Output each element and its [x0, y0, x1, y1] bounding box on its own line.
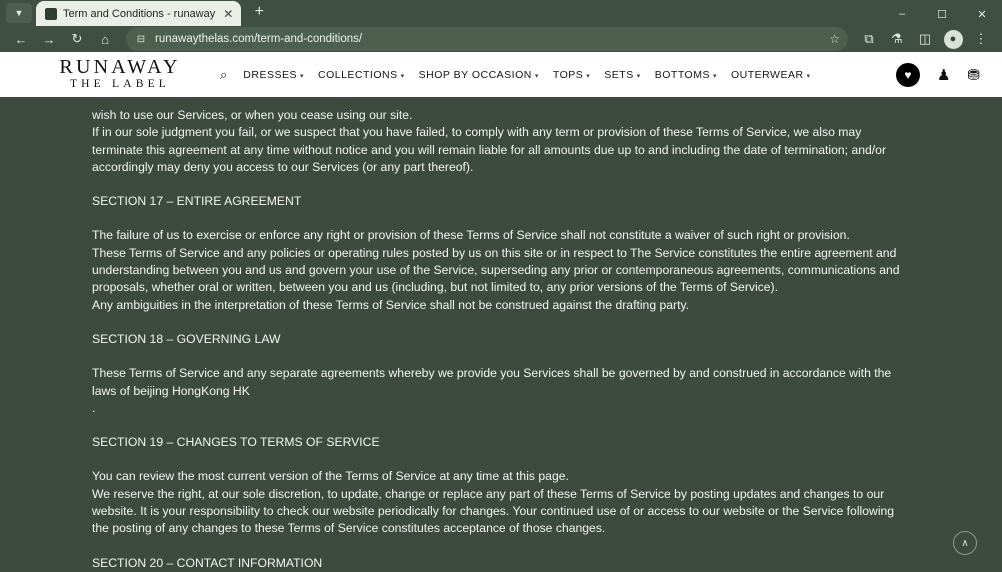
scroll-to-top-button[interactable]: ∧	[953, 531, 977, 555]
nav-label: OUTERWEAR	[730, 68, 804, 81]
nav-item-outerwear[interactable]	[731, 69, 811, 81]
home-icon[interactable]: ⌂	[101, 31, 109, 47]
nav-label: SETS	[604, 68, 634, 81]
section-heading-20: SECTION 20 – CONTACT INFORMATION	[92, 555, 323, 570]
nav-item-sets[interactable]	[604, 69, 640, 81]
paragraph: We reserve the right, at our sole discretion, to update, change or replace any part of these Terms of Service by posting updates and changes to our website. It is your responsibility to check our website periodically for changes. Your continued use of or access to our website or the Service following the posting of any changes to these Terms of Service constitutes acceptance of those changes.	[92, 486, 895, 536]
maximize-button[interactable]: ☐	[937, 8, 947, 21]
nav-label: BOTTOMS	[654, 68, 710, 81]
paragraph: You can review the most current version of the Terms of Service at any time at this page.	[92, 469, 569, 484]
site-info-icon[interactable]: ⊟	[136, 33, 146, 45]
cart-icon[interactable]: ⛃	[967, 66, 980, 84]
tab-favicon-icon	[45, 8, 57, 20]
address-bar[interactable]	[126, 27, 848, 51]
tab-title: Term and Conditions - runaway	[63, 7, 216, 20]
profile-avatar[interactable]	[940, 26, 966, 52]
nav-label: COLLECTIONS	[317, 68, 398, 81]
reload-icon[interactable]: ↻	[71, 31, 83, 46]
wishlist-icon[interactable]: ♥	[896, 63, 920, 87]
nav-item-bottoms[interactable]	[655, 69, 717, 81]
paragraph: These Terms of Service and any policies or operating rules posted by us on this site or in respect to The Service constitutes the entire agreement and understanding between you and us and govern your use of the Service, superseding any prior or contemporaneous agreements, communications and proposals, whether oral or written, between you and us (including, but not limited to, any prior versions of the Terms of Service).	[92, 245, 900, 295]
paragraph: If in our sole judgment you fail, or we suspect that you have failed, to comply with any term or provision of these Terms of Service, we also may terminate this agreement at any time without notice and you will remain liable for all amounts due up to and including the date of termination; and/or accordingly may deny you access to our Services (or any part thereof).	[92, 125, 886, 174]
close-icon[interactable]: ✕	[223, 6, 234, 21]
nav-item-tops[interactable]	[553, 69, 590, 81]
forward-icon[interactable]: →	[42, 31, 56, 47]
header-actions	[896, 63, 980, 87]
bookmark-icon[interactable]: ☆	[829, 32, 840, 46]
browser-tab[interactable]	[36, 1, 241, 26]
logo-line-1: RUNAWAY	[59, 56, 181, 79]
paragraph: wish to use our Services, or when you cease using our site.	[92, 108, 413, 122]
section-heading-19: SECTION 19 – CHANGES TO TERMS OF SERVICE	[92, 435, 380, 450]
site-logo[interactable]	[0, 57, 210, 92]
chevron-down-icon: ▾	[400, 72, 405, 80]
avatar: ●	[944, 30, 963, 49]
page-viewport	[0, 52, 1002, 570]
nav-item-dresses[interactable]	[243, 69, 304, 81]
tab-search-icon[interactable]: ▼	[6, 3, 32, 23]
tab-strip	[0, 0, 1002, 26]
url-text: runawaythelas.com/term-and-conditions/	[155, 33, 363, 45]
close-window-button[interactable]: ✕	[977, 8, 987, 21]
chevron-down-icon: ▾	[636, 72, 641, 80]
nav-label: TOPS	[552, 68, 584, 81]
section-heading-17: SECTION 17 – ENTIRE AGREEMENT	[92, 194, 302, 209]
chevron-down-icon: ▾	[299, 72, 304, 80]
browser-toolbar	[0, 26, 1002, 52]
account-icon[interactable]: ♟	[936, 66, 951, 84]
chevron-down-icon: ▾	[806, 72, 811, 80]
browser-menu-icon[interactable]: ⋮	[974, 31, 988, 46]
nav-label: DRESSES	[243, 68, 297, 81]
paragraph: The failure of us to exercise or enforce any right or provision of these Terms of Service shall not constitute a waiver of such right or provision.	[92, 228, 850, 243]
chevron-down-icon: ▾	[586, 72, 591, 80]
split-view-icon[interactable]: ⧉	[864, 31, 874, 46]
section-heading-18: SECTION 18 – GOVERNING LAW	[92, 331, 281, 346]
minimize-button[interactable]: –	[898, 8, 906, 20]
chevron-down-icon: ▾	[534, 72, 539, 80]
window-controls	[882, 0, 1002, 28]
main-navigation	[220, 67, 896, 83]
paragraph: These Terms of Service and any separate agreements whereby we provide you Services shall be governed by and construed in accordance with the laws of beijing HongKong HK	[92, 366, 892, 398]
terms-content	[0, 97, 1002, 570]
paragraph: .	[92, 400, 96, 415]
paragraph: Any ambiguities in the interpretation of these Terms of Service shall not be construed against the drafting party.	[92, 297, 690, 312]
search-icon[interactable]: ⌕	[220, 66, 228, 82]
toolbar-actions	[856, 26, 994, 52]
new-tab-button[interactable]: +	[254, 3, 264, 20]
logo-line-2: THE LABEL	[69, 78, 171, 91]
labs-icon[interactable]: ⚗	[891, 31, 903, 46]
back-icon[interactable]: ←	[14, 31, 28, 47]
nav-item-collections[interactable]	[318, 69, 405, 81]
side-panel-icon[interactable]: ◫	[918, 31, 932, 46]
site-header	[0, 52, 1002, 97]
nav-item-shop-by-occasion[interactable]	[419, 69, 539, 81]
nav-label: SHOP BY OCCASION	[418, 68, 532, 81]
chevron-down-icon: ▾	[712, 72, 717, 80]
